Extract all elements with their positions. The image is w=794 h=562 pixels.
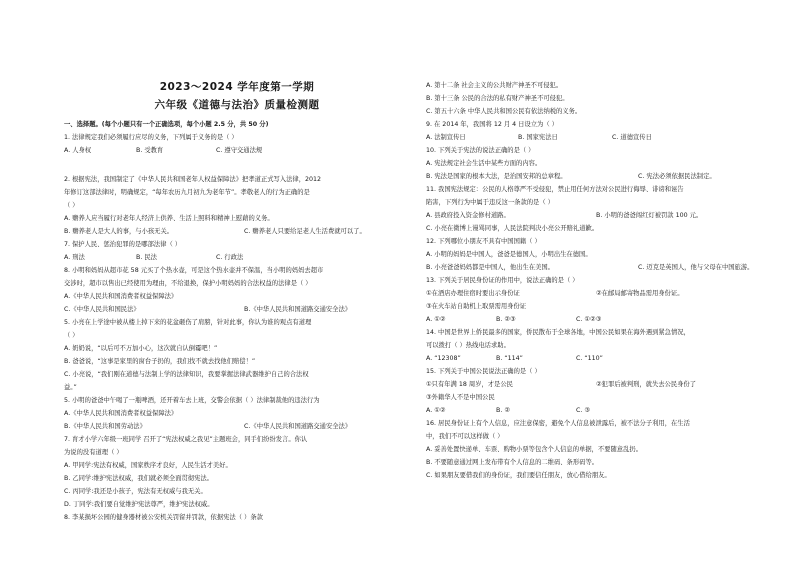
question-line: 10. 下列关于宪法的说法正确的是（ ） <box>426 147 535 154</box>
question-line: 2. 根据宪法，我国制定了《中华人民共和国老年人权益保障法》把孝道正式写入法律，2012 <box>64 176 322 183</box>
question-line: D. 丁同学:我们要自觉维护宪法尊严，维护宪法权威。 <box>64 501 214 508</box>
question-line: 7. 保护人民、惩治犯罪的是哪部法律（ ） <box>64 241 182 248</box>
question-line: ③外籍华人不是中国公民 <box>426 394 495 401</box>
section-heading: 一、选择题。(每个小题只有一个正确选项，每个小题 2.5 分，共 50 分) <box>64 121 269 128</box>
answer-option: C. ③ <box>576 407 591 414</box>
question-line: ①只有年满 18 周岁，才是公民 <box>426 381 513 388</box>
question-line: 12. 下列哪位小朋友不具有中国国籍（ ） <box>426 238 541 245</box>
question-line: 1. 法律规定我们必须履行应尽的义务，下列属于义务的是（ ） <box>64 134 238 141</box>
question-line: C.《中华人民共和国民法》 <box>64 306 140 313</box>
answer-option: C. 遵守交通法规 <box>216 147 263 154</box>
question-line: A. 小明的妈妈是中国人，爸爸是德国人，小明出生在德国。 <box>426 251 592 258</box>
question-line: A. 刑法 <box>64 254 85 261</box>
question-line: 中，我们不可以这样做（ ） <box>426 433 504 440</box>
question-line: C. 小亮在微博上谩骂同事，人民法院判决小亮公开赔礼道歉。 <box>426 225 599 232</box>
question-line: ③在火车站自助机上取票需用身份证 <box>426 303 527 310</box>
answer-option: B. ②③ <box>496 316 516 323</box>
question-line: A. ①② <box>426 407 446 414</box>
answer-option: C.《中华人民共和国道路交通安全法》 <box>244 423 352 430</box>
answer-option: A. 人身权 <box>64 147 92 154</box>
answer-option: B. 受教育 <box>136 147 164 154</box>
exam-title: 2023～2024 学年度第一学期 <box>159 81 315 93</box>
answer-option: C. 迈克是英国人，他与父母在中国旅游。 <box>638 264 754 271</box>
question-line: 交涉时，超市以售出已经使用为理由，不给退换，保护小明妈妈的合法权益的法律是（ ） <box>64 280 312 287</box>
question-line: 11. 我国宪法规定：公民的人格尊严不受侵犯，禁止用任何方法对公民进行侮辱、诽谤和诬告 <box>426 186 684 193</box>
question-line: B. 赡养老人是大人的事，与小孩无关。 <box>64 228 174 235</box>
answer-option: C. 行政法 <box>216 254 244 261</box>
answer-option: ②犯罪后被判刑，就失去公民身份了 <box>596 381 697 388</box>
question-line: A. 县政府投入资金修村道路。 <box>426 212 510 219</box>
answer-option: C. 道德宣传日 <box>612 134 652 141</box>
exam-subtitle: 六年级《道德与法治》质量检测题 <box>154 99 320 111</box>
answer-option: B. “114” <box>496 355 523 362</box>
answer-option: C. ①②③ <box>576 316 602 323</box>
question-line: A. 奶奶说，“以后可不万加小心，这次就自认倒霉吧！” <box>64 345 218 352</box>
question-line: B. 爸爸说，“这事是家里的窗台子扔的，我们找不就去找他们赔偿！” <box>64 358 256 365</box>
question-line: A.《中华人民共和国消费者权益保障法》 <box>64 410 178 417</box>
question-line: C. 如果朋友要借我们的身份证，我们要信任朋友，放心借给朋友。 <box>426 472 611 479</box>
question-line: 8. 李某损坏公园的健身器材被公安机关罚留并罚款，依据宪法（ ）条款 <box>64 514 263 521</box>
question-line: 13. 下列关于居民身份证的作用中，说法正确的是（ ） <box>426 277 579 284</box>
question-line: B.《中华人民共和国劳动法》 <box>64 423 146 430</box>
question-line: 可以拨打（ ）热线电话求助。 <box>426 342 510 349</box>
question-line: 8. 小明和妈妈从超市花 58 元买了个热水壶，可是这个热水壶并不保温，当小明的妈妈去超市 <box>64 267 324 274</box>
answer-option: C. “110” <box>576 355 603 362</box>
question-line: 为说的没有道理（ ） <box>64 449 123 456</box>
question-line: A. 甲同学:宪法有权威，国家秩序才良好，人民生活才美好。 <box>64 462 232 469</box>
question-line: A. ①② <box>426 316 446 323</box>
answer-option: B. 民法 <box>136 254 157 261</box>
question-line: B. 不要随意通过网上发布带有个人信息的二维码、条形码等。 <box>426 459 599 466</box>
question-line: C. 小亮说，“我们刚在道德与法制上学的法律知识，我要掌握法律武器维护自己的合法权 <box>64 371 309 378</box>
question-line: B. 第十三条 公民的合法的私有财产神圣不可侵犯。 <box>426 95 569 102</box>
question-line: 15. 下列关于中国公民说法正确的是（ ） <box>426 368 541 375</box>
question-line: A. 赡养人应当履行对老年人经济上供养、生活上照料和精神上慰藉的义务。 <box>64 215 274 222</box>
answer-option: ②在邮局邮寄物品需用身份证。 <box>596 290 684 297</box>
question-line: 益。” <box>64 384 77 391</box>
question-line: C. 丙同学:我还是小孩子，宪法有无权威与我无关。 <box>64 488 207 495</box>
question-line: 16. 居民身份证上有个人信息，应注意保密，避免个人信息被泄露后，被不法分子利用，在生活 <box>426 420 690 427</box>
question-line: 9. 在 2014 年，我国将 12 月 4 日设立为（ ） <box>426 121 558 128</box>
question-line: A. “12308” <box>426 355 461 362</box>
question-line: 5. 小明的爸爸中午喝了一瓶啤酒，还开着车去上班，交警会依据（ ）法律制裁他的违法行为 <box>64 397 320 404</box>
answer-option: C. 赡养老人只要给足老人生活费就可以了。 <box>244 228 366 235</box>
answer-option: B. ② <box>496 407 510 414</box>
question-line: A. 宪法规定社会生活中某些方面的内容。 <box>426 160 542 167</box>
question-line: 5. 小亮在上学途中被从楼上掉下来的花盆砸伤了肩膀，针对此事，你认为谁的观点有道理 <box>64 319 312 326</box>
question-line: B. 小亮爸爸妈妈都是中国人，他出生在美国。 <box>426 264 554 271</box>
answer-option: B. 国家宪法日 <box>518 134 558 141</box>
question-line: （ ） <box>64 202 79 209</box>
question-line: A. 妥善处置快递单、车票、购物小票等包含个人信息的单据，不要随意乱扔。 <box>426 446 642 453</box>
question-line: B. 宪法是国家的根本大法，是治国安邦的总章程。 <box>426 173 567 180</box>
answer-option: B. 小明的爸爸闯红灯被罚款 100 元。 <box>596 212 703 219</box>
question-line: 陷害，下列行为中属于违反这一条款的是（ ） <box>426 199 554 206</box>
answer-option: A. 法制宣传日 <box>426 134 466 141</box>
question-line: 14. 中国是世界上侨民最多的国家，侨民散布于全球各地，中国公民如果在海外遇到紧急情况， <box>426 329 690 336</box>
question-line: 年修订这部法律时，明确规定，“每年农历九月初九为老年节”。孝敬老人的行为正确的是 <box>64 189 310 196</box>
question-line: ①在酒店办理住宿时要出示身份证 <box>426 290 520 297</box>
question-line: 7. 育才小学六年级一班同学 召开了“宪法权威之我见”主题班会，同手们纷纷发言。你认 <box>64 436 308 443</box>
question-line: A. 第十二条 社会主义的公共财产神圣不可侵犯。 <box>426 82 563 89</box>
answer-option: B.《中华人民共和国道路交通安全法》 <box>244 306 352 313</box>
question-line: A.《中华人民共和国消费者权益保障法》 <box>64 293 178 300</box>
question-line: B. 乙同学:维护宪法权威，我们就必须全面贯彻宪法。 <box>64 475 213 482</box>
answer-option: C. 宪法必须依据民法制定。 <box>638 173 716 180</box>
question-line: （ ） <box>64 332 79 339</box>
question-line: C. 第五十六条 中华人民共和国公民有依法纳税的义务。 <box>426 108 582 115</box>
